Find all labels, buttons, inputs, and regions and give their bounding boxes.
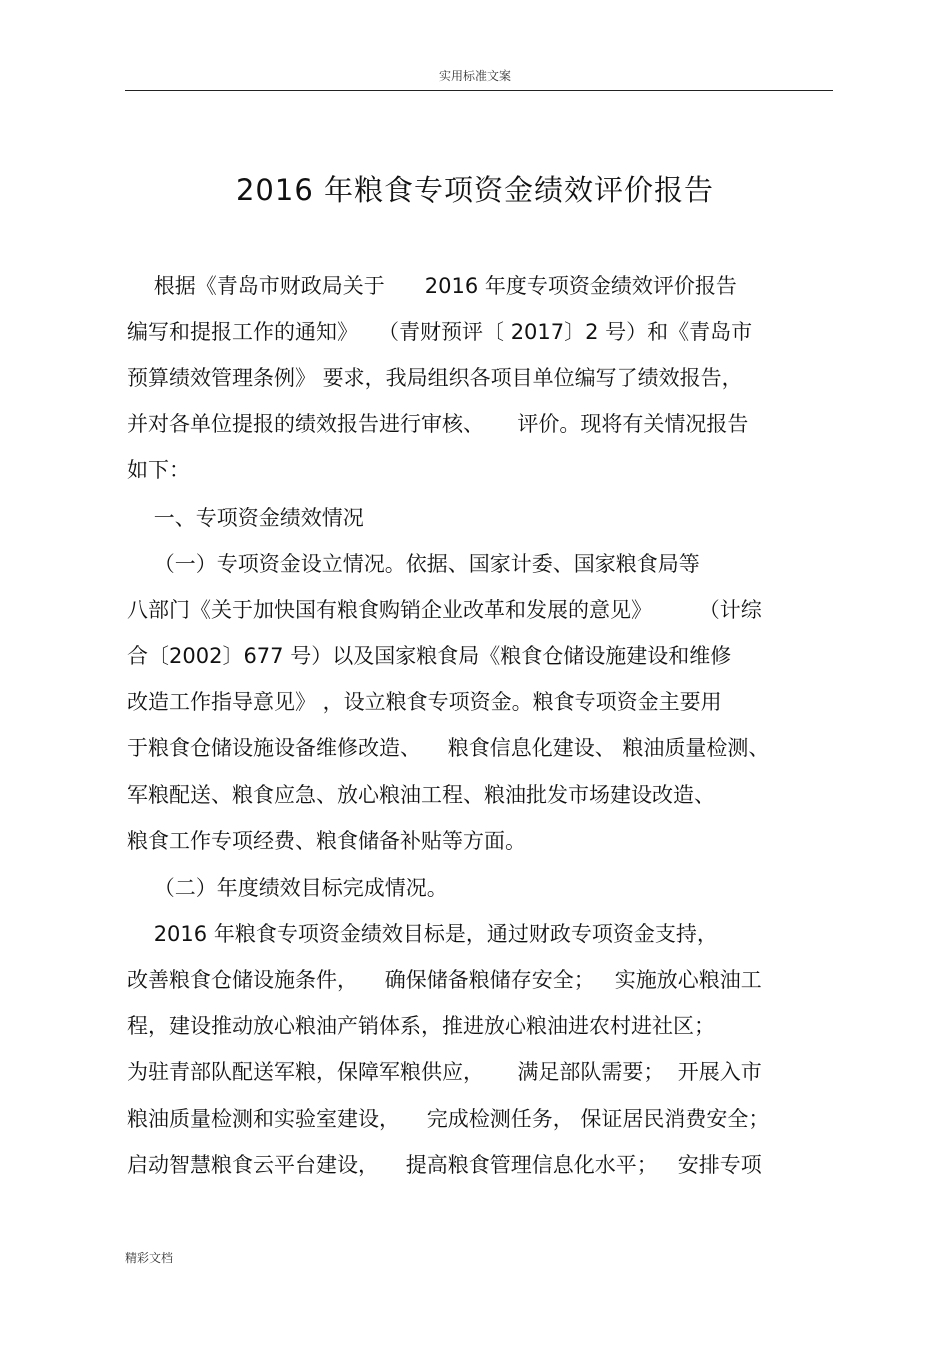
body-line: （一）专项资金设立情况。依据、国家计委、国家粮食局等 bbox=[127, 552, 700, 576]
header-divider bbox=[125, 90, 833, 91]
body-line: 八部门《关于加快国有粮食购销企业改革和发展的意见》 （计综 bbox=[127, 598, 762, 622]
body-line: 粮油质量检测和实验室建设， 完成检测任务， 保证居民消费安全； bbox=[127, 1107, 770, 1131]
page-footer: 精彩文档 bbox=[125, 1251, 174, 1265]
body-line: 改造工作指导意见》 ，设立粮食专项资金。粮食专项资金主要用 bbox=[127, 690, 722, 714]
body-line: 根据《青岛市财政局关于 2016 年度专项资金绩效评价报告 bbox=[127, 274, 737, 298]
body-line: 如下： bbox=[127, 458, 190, 482]
section-heading: 一、专项资金绩效情况 bbox=[127, 506, 364, 530]
body-line: 军粮配送、粮食应急、放心粮油工程、粮油批发市场建设改造、 bbox=[127, 783, 715, 807]
body-line: 合〔2002〕677 号）以及国家粮食局《粮食仓储设施建设和维修 bbox=[127, 644, 732, 668]
header-text: 实用标准文案 bbox=[438, 69, 511, 83]
body-line: 改善粮食仓储设施条件， 确保储备粮储存安全； 实施放心粮油工 bbox=[127, 968, 762, 992]
body-line: 并对各单位提报的绩效报告进行审核、 评价。现将有关情况报告 bbox=[127, 412, 749, 436]
subsection-heading: （二）年度绩效目标完成情况。 bbox=[127, 876, 448, 900]
body-line: 程，建设推动放心粮油产销体系，推进放心粮油进农村进社区； bbox=[127, 1014, 715, 1038]
body-line: 2016 年粮食专项资金绩效目标是，通过财政专项资金支持， bbox=[127, 922, 718, 946]
body-line: 预算绩效管理条例》 要求，我局组织各项目单位编写了绩效报告， bbox=[127, 366, 743, 390]
body-line: 于粮食仓储设施设备维修改造、 粮食信息化建设、 粮油质量检测、 bbox=[127, 736, 770, 760]
body-line: 粮食工作专项经费、粮食储备补贴等方面。 bbox=[127, 829, 526, 853]
document-title: 2016 年粮食专项资金绩效评价报告 bbox=[235, 173, 715, 207]
body-line: 启动智慧粮食云平台建设， 提高粮食管理信息化水平； 安排专项 bbox=[127, 1153, 762, 1177]
body-line: 为驻青部队配送军粮，保障军粮供应， 满足部队需要； 开展入市 bbox=[127, 1060, 762, 1084]
body-line: 编写和提报工作的通知》 （青财预评〔 2017〕2 号）和《青岛市 bbox=[127, 320, 753, 344]
